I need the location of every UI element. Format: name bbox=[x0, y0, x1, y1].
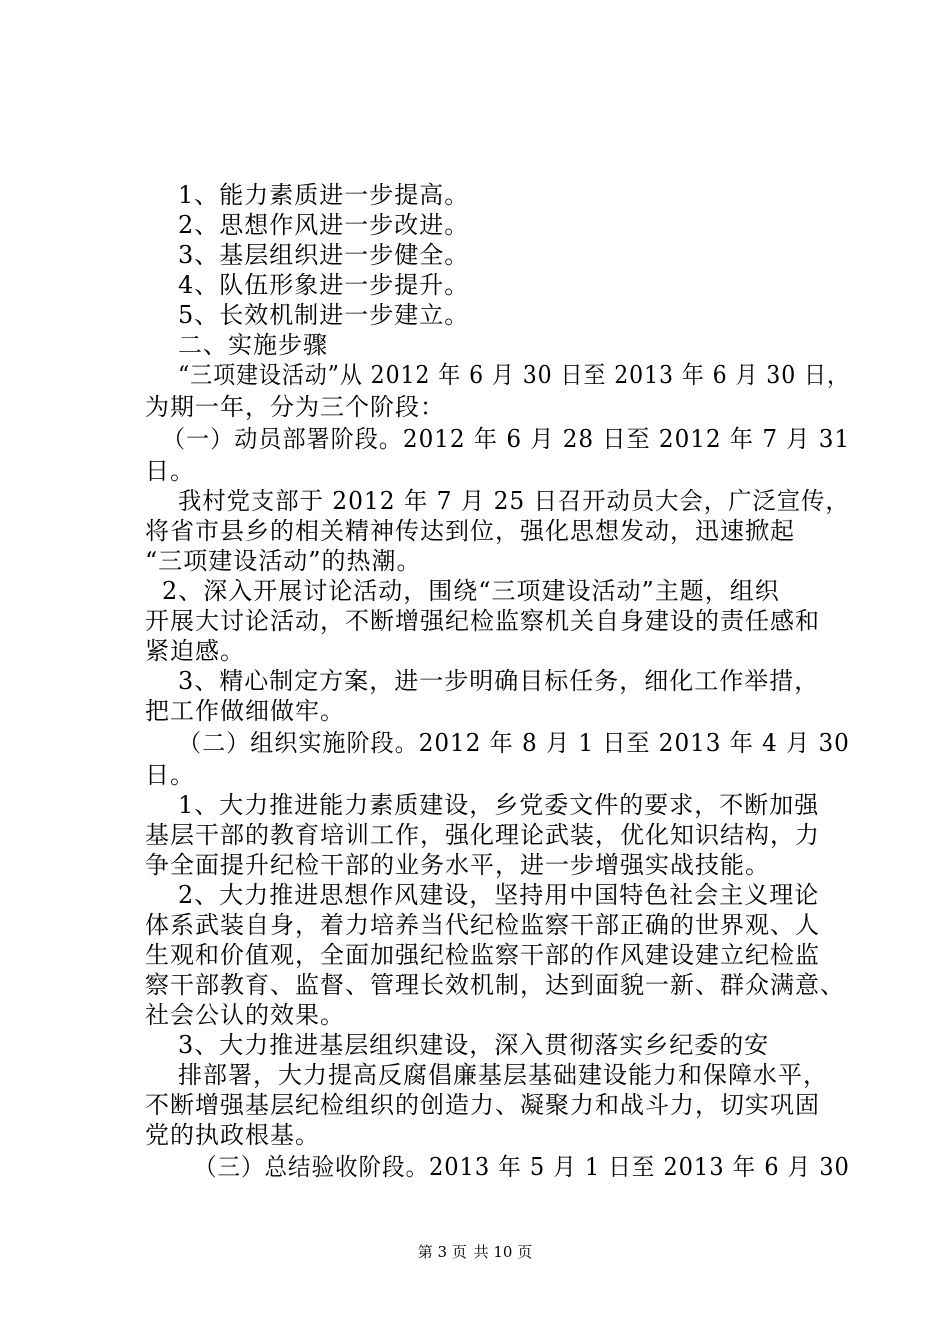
text-line: 1、大力推进能力素质建设，乡党委文件的要求，不断加强 bbox=[178, 791, 820, 819]
text-line: 把工作做细做牢。 bbox=[145, 697, 345, 725]
text-line: 日。 bbox=[145, 457, 195, 485]
page-footer bbox=[0, 1242, 950, 1262]
subsection-heading: （三）总结验收阶段。2013 年 5 月 1 日至 2013 年 6 月 30 bbox=[194, 1153, 850, 1181]
text-line: 不断增强基层纪检组织的创造力、凝聚力和战斗力，切实巩固 bbox=[145, 1091, 820, 1119]
text-line: 日。 bbox=[145, 761, 195, 789]
text-line: 5、长效机制进一步建立。 bbox=[178, 301, 470, 329]
text-line: 1、能力素质进一步提高。 bbox=[178, 181, 470, 209]
text-line: “三项建设活动”的热潮。 bbox=[145, 547, 422, 575]
text-line: 生观和价值观，全面加强纪检监察干部的作风建设建立纪检监 bbox=[145, 941, 820, 969]
text-line: 我村党支部于 2012 年 7 月 25 日召开动员大会，广泛宣传， bbox=[178, 487, 850, 515]
page-total: 共 10 页 bbox=[473, 1243, 533, 1261]
text-line: 将省市县乡的相关精神传达到位，强化思想发动，迅速掀起 bbox=[145, 517, 795, 545]
text-line: 为期一年，分为三个阶段： bbox=[145, 393, 445, 421]
section-heading: 二、实施步骤 bbox=[178, 331, 328, 359]
text-line: 紧迫感。 bbox=[145, 637, 245, 665]
text-line: 体系武装自身，着力培养当代纪检监察干部正确的世界观、人 bbox=[145, 911, 820, 939]
text-line: 党的执政根基。 bbox=[145, 1121, 320, 1149]
text-line: 2、深入开展讨论活动，围绕“三项建设活动”主题，组织 bbox=[162, 577, 780, 605]
page-number: 第 3 页 bbox=[417, 1243, 467, 1261]
text-line: 4、队伍形象进一步提升。 bbox=[178, 271, 470, 299]
text-line: 察干部教育、监督、管理长效机制，达到面貌一新、群众满意、 bbox=[145, 971, 845, 999]
text-line: 争全面提升纪检干部的业务水平，进一步增强实战技能。 bbox=[145, 851, 770, 879]
text-line: “三项建设活动”从 2012 年 6 月 30 日至 2013 年 6 月 30 日， bbox=[178, 361, 850, 389]
subsection-heading: （一）动员部署阶段。2012 年 6 月 28 日至 2012 年 7 月 31 bbox=[162, 425, 851, 453]
text-line: 3、基层组织进一步健全。 bbox=[178, 241, 470, 269]
text-line: 2、思想作风进一步改进。 bbox=[178, 211, 470, 239]
text-line: 排部署，大力提高反腐倡廉基层基础建设能力和保障水平， bbox=[178, 1061, 828, 1089]
text-line: 开展大讨论活动，不断增强纪检监察机关自身建设的责任感和 bbox=[145, 607, 820, 635]
text-line: 基层干部的教育培训工作，强化理论武装，优化知识结构，力 bbox=[145, 821, 820, 849]
text-line: 社会公认的效果。 bbox=[145, 1001, 345, 1029]
text-line: 2、大力推进思想作风建设，坚持用中国特色社会主义理论 bbox=[178, 881, 820, 909]
text-line: 3、大力推进基层组织建设，深入贯彻落实乡纪委的安 bbox=[178, 1031, 770, 1059]
text-line: 3、精心制定方案，进一步明确目标任务，细化工作举措， bbox=[178, 667, 820, 695]
subsection-heading: （二）组织实施阶段。2012 年 8 月 1 日至 2013 年 4 月 30 bbox=[178, 729, 850, 757]
